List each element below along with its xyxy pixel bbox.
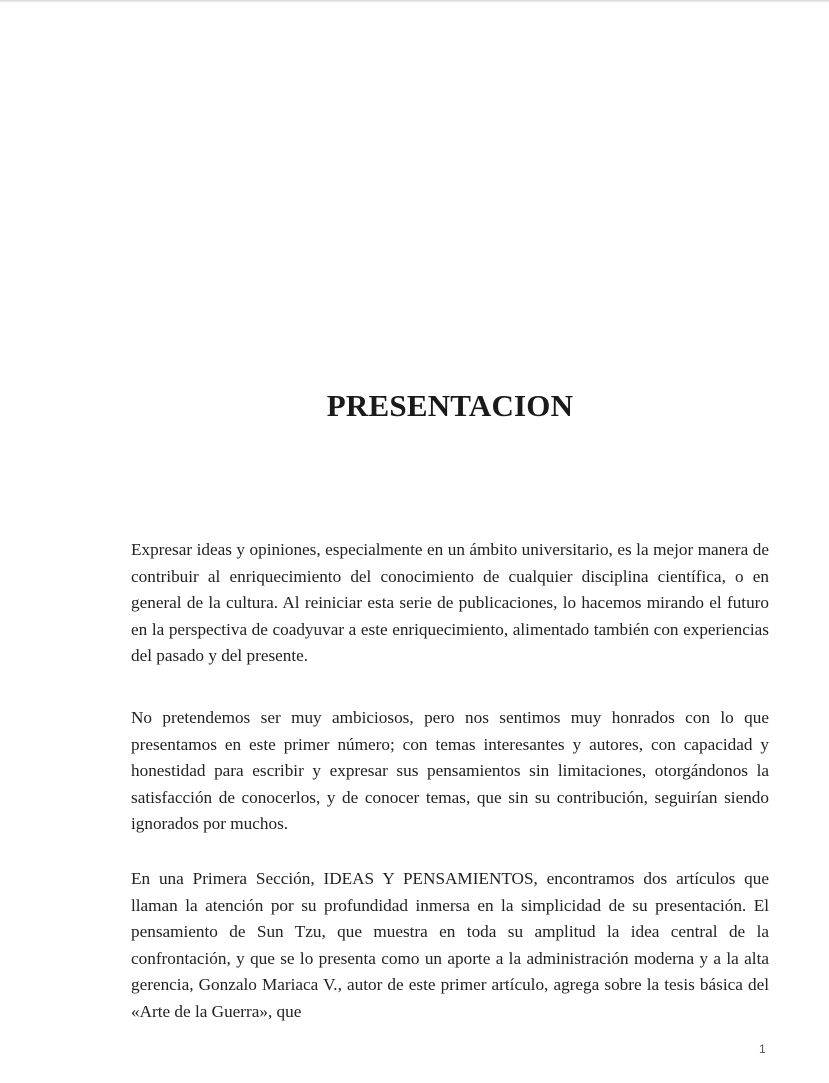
- page-title: PRESENTACION: [326, 388, 574, 423]
- page-number: 1: [759, 1042, 766, 1056]
- paragraph-first-section: En una Primera Sección, IDEAS Y PENSAMIENTOS, encontramos dos artículos que llaman la atención por su profundidad inmersa en la simplicidad de su presentación. El pensamiento de Sun Tzu, que muestra en toda su amplitud la idea central de la confrontación, y que se lo presenta como un aporte a la administración moderna y a la alta gerencia, Gonzalo Mariaca V., autor de este primer artículo, agrega sobre la tesis básica del «Arte de la Guerra», que: [131, 869, 769, 1021]
- paragraph-ambition: No pretendemos ser muy ambiciosos, pero nos sentimos muy honrados con lo que presentamos en este primer número; con temas interesantes y autores, con capacidad y honestidad para escribir y expresar sus pensamientos sin limitaciones, otorgándonos la satisfacción de conocerlos, y de conocer temas, que sin su contribución, seguirían siendo ignorados por muchos.: [131, 708, 769, 834]
- paragraph-intro: Expresar ideas y opiniones, especialmente en un ámbito universitario, es la mejor manera de contribuir al enriquecimiento del conocimiento de cualquier disciplina científica, o en general de la cultura. Al reiniciar esta serie de publicaciones, lo hacemos mirando el futuro en la perspectiva de coadyuvar a este enriquecimiento, alimentado también con experiencias del pasado y del presente.: [131, 540, 769, 666]
- page-top-edge: [0, 0, 829, 3]
